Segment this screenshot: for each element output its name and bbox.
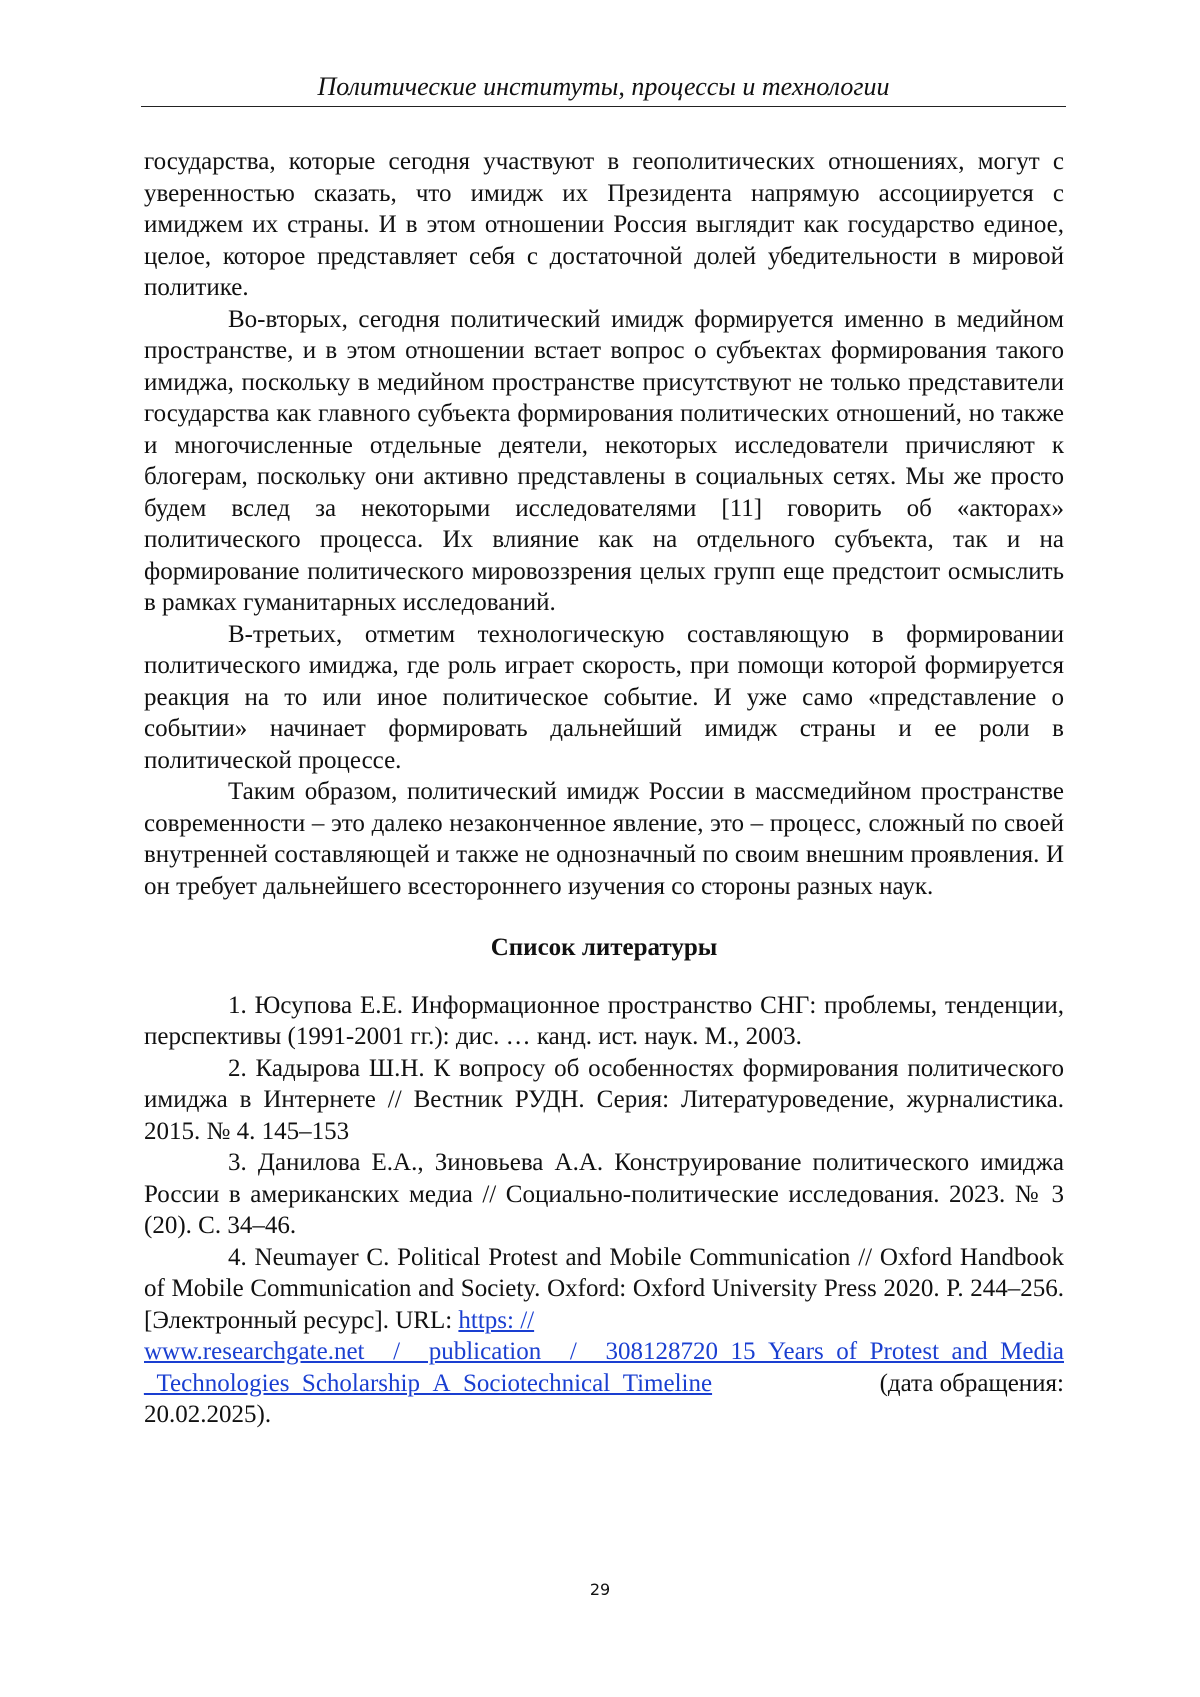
references-heading: Список литературы [490,934,718,961]
reference-4-url-part-2[interactable]: www.researchgate.net / publication / 308128720_15_Years_of_Protest_and_Media [144,1338,1064,1365]
reference-4-url-part-3[interactable]: _Technologies_Scholarship_A_Sociotechnical_Timeline [144,1369,713,1397]
reference-4-url-part-1[interactable]: https: // [458,1306,535,1334]
reference-4-text [144,1242,1064,1337]
reference-3: 3. Данилова Е.А., Зиновьева А.А. Конструирование политического имиджа России в американских медиа // Социально-политические исследования. 2023. № 3 (20). С. 34–46. [144,1149,1064,1239]
reference-4-body: 4. Neumayer C. Political Protest and Mobile Communication // Oxford Handbook of Mobile Communication and Society. Oxford: Oxford University Press 2020. P. 244–256. [Электронный ресурс]. URL: [144,1243,1064,1334]
reference-4 [144,1242,1064,1431]
reference-4-access-date: 20.02.2025). [144,1401,272,1428]
page-number: 29 [589,1580,611,1599]
reference-4-url-line [144,1368,1064,1400]
body-paragraph-2: Во-вторых, сегодня политический имидж формируется именно в медийном пространстве, и в этом отношении встает вопрос о субъектах формирования такого имиджа, поскольку в медийном пространстве присутствуют не только представители государства как главного субъекта формирования политических отношений, но также и многочисленные отдельные деятели, некоторых исследователи причисляют к блогерам, поскольку они активно представлены в социальных сетях. Мы же просто будем вслед за некоторыми исследователями [11] говорить об «акторах» политического процесса. Их влияние как на отдельного субъекта, так и на формирование политического мировоззрения целых групп еще предстоит осмыслить в рамках гуманитарных исследований. [144,305,1064,616]
reference-1: 1. Юсупова Е.Е. Информационное пространство СНГ: проблемы, тенденции, перспективы (1991-2001 гг.): дис. … канд. ист. наук. М., 2003. [144,991,1064,1050]
page-content [144,146,1064,1431]
body-paragraph-4: Таким образом, политический имидж России в массмедийном пространстве современности – это далеко незаконченное явление, это – процесс, сложный по своей внутренней составляющей и также не однозначный по своим внешним проявления. И он требует дальнейшего всестороннего изучения со стороны разных наук. [144,778,1064,900]
reference-4-access-label: (дата обращения: [879,1369,1064,1397]
running-header: Политические институты, процессы и технологии [141,72,1066,107]
body-paragraph-3: В-третьих, отметим технологическую составляющую в формировании политического имиджа, где роль играет скорость, при помощи которой формируется реакция на то или иное политическое событие. И уже само «представление о событии» начинает формировать дальнейший имидж страны и ее роли в политической процессе. [144,620,1064,774]
body-paragraph-1: государства, которые сегодня участвуют в геополитических отношениях, могут с уверенностью сказать, что имидж их Президента напрямую ассоциируется с имиджем их страны. И в этом отношении Россия выглядит как государство единое, целое, которое представляет себя с достаточной долей убедительности в мировой политике. [144,148,1064,301]
reference-2: 2. Кадырова Ш.Н. К вопросу об особенностях формирования политического имиджа в Интернете // Вестник РУДН. Серия: Литературоведение, журналистика. 2015. № 4. 145–153 [144,1054,1064,1145]
